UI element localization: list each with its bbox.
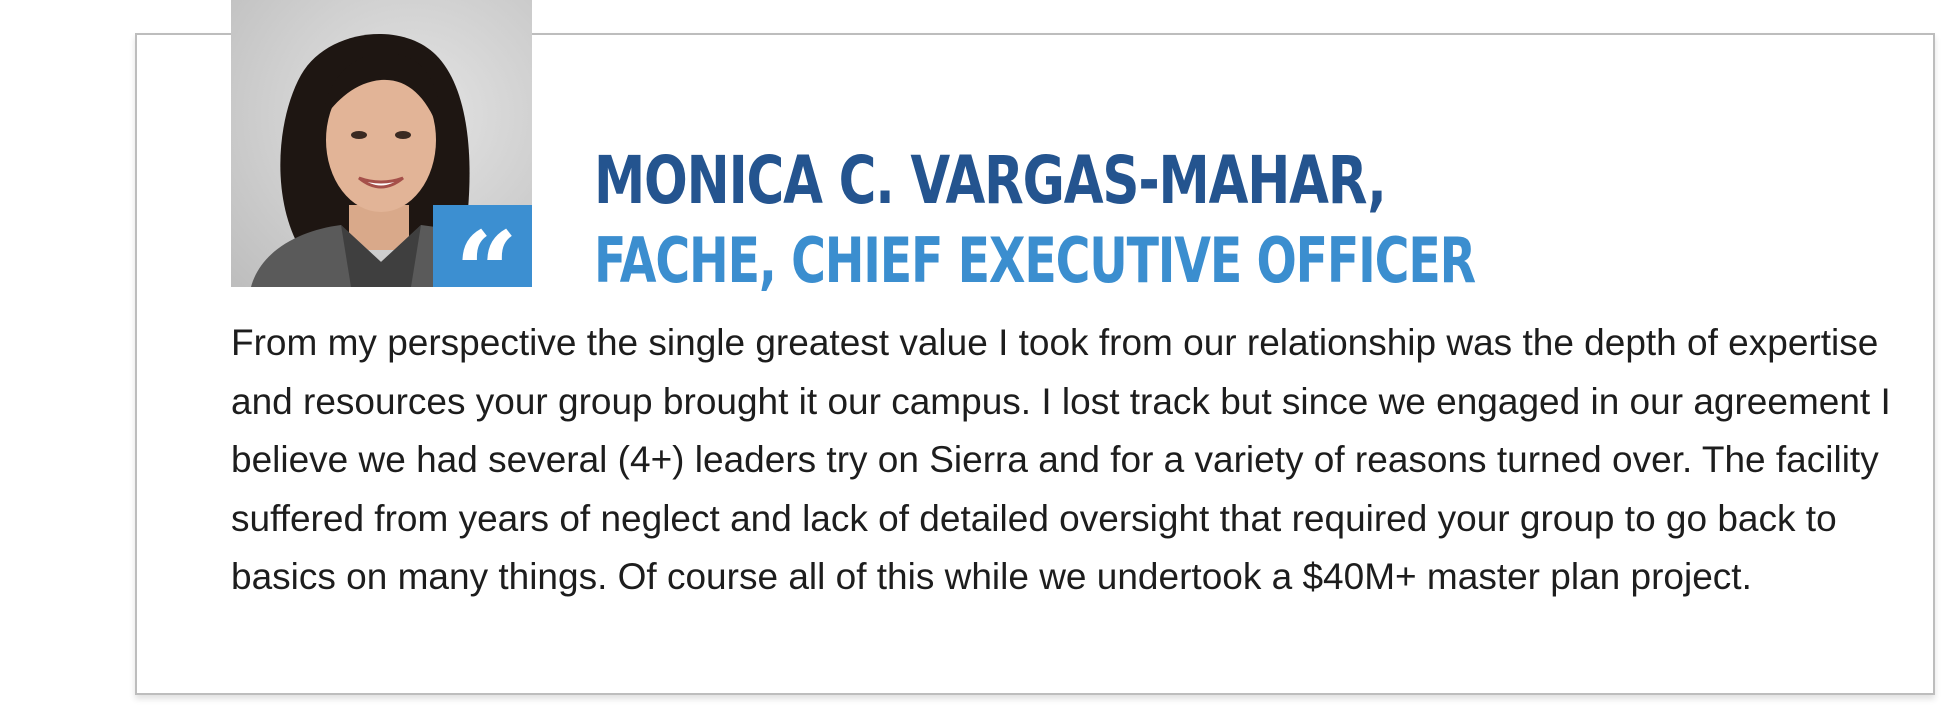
quote-mark-icon xyxy=(433,205,532,336)
testimonial-quote: From my perspective the single greatest value I took from our relationship was the depth of expertise and resources your group brought it our campus. I lost track but since we engaged in our agreement I believe we had several (4+) leaders try on Sierra and for a variety of reasons turned over. The facility suffered from years of neglect and lack of detailed oversight that required your group to go back to basics on many things. Of course all of this while we undertook a $40M+ master plan project. xyxy=(231,322,1891,597)
person-title: FACHE, CHIEF EXECUTIVE OFFICER xyxy=(594,224,1475,297)
person-name: MONICA C. VARGAS-MAHAR, xyxy=(594,142,1386,219)
quote-glyph: “ xyxy=(454,207,511,336)
